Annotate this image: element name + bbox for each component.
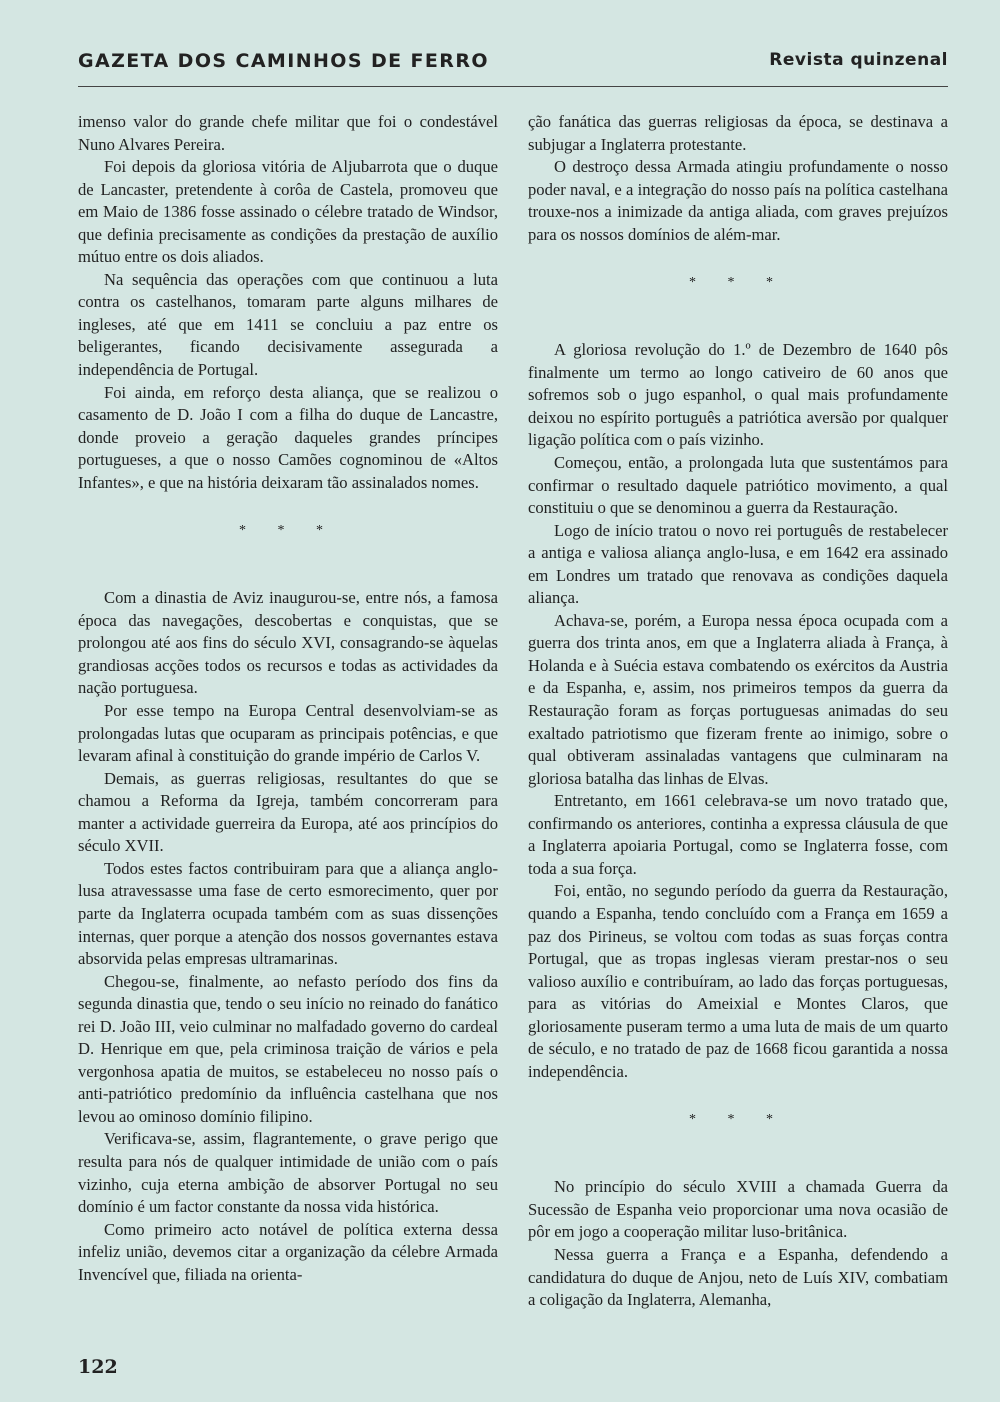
paragraph: Entretanto, em 1661 celebrava-se um novo tratado que, confirmando os anteriores, continha a expressa cláusula de que a Inglaterra apoiaria Portugal, como se Inglaterra fosse, com toda a sua força.	[528, 791, 948, 878]
paragraph: Foi ainda, em reforço desta aliança, que se realizou o casamento de D. João I com a filha do duque de Lancastre, donde proveio a geração daqueles grandes príncipes portugueses, a que o nosso Camões cognominou de «Altos Infantes», e que na história deixaram tão assinalados nomes.	[78, 382, 498, 492]
left-column	[78, 111, 498, 1286]
journal-frequency: Revista quinzenal	[769, 50, 948, 70]
paragraph: Foi depois da gloriosa vitória de Aljubarrota que o duque de Lancaster, pretendente à corôa de Castela, promoveu que em Maio de 1386 fosse assinado o célebre tratado de Windsor, que definia precisamente as condições da prestação de auxílio mútuo entre os dois aliados.	[78, 157, 498, 267]
paragraph: Foi, então, no segundo período da guerra da Restauração, quando a Espanha, tendo concluído com a França em 1659 a paz dos Pirineus, se voltou com todas as suas forças contra Portugal, que as tropas inglesas vieram prestar-nos o seu valioso auxílio e contribuíram, ao lado das forças portuguesas, para as vitórias do Ameixial e Montes Claros, que gloriosamente puseram termo a uma luta de mais de um quarto de século, e no tratado de paz de 1668 ficou garantida a nossa independência.	[528, 881, 948, 1081]
paragraph: O destroço dessa Armada atingiu profundamente o nosso poder naval, e a integração do nosso país na política castelhana trouxe-nos a inimizade da antiga aliada, com graves prejuízos para os nossos domínios de além-mar.	[528, 157, 948, 244]
paragraph: Na sequência das operações com que continuou a luta contra os castelhanos, tomaram parte alguns milhares de ingleses, até que em 1411 se concluiu a paz entre os beligerantes, ficando decisivamente assegurada a independência de Portugal.	[78, 269, 498, 380]
paragraph: Começou, então, a prolongada luta que sustentámos para confirmar o resultado daquele patriótico movimento, a qual constituiu o que se denominou a guerra da Restauração.	[528, 453, 948, 518]
section-separator: * * *	[689, 275, 787, 291]
paragraph: imenso valor do grande chefe militar que foi o condestável Nuno Alvares Pereira.	[78, 112, 498, 154]
section-separator: * * *	[689, 1112, 787, 1128]
paragraph: Com a dinastia de Aviz inaugurou-se, entre nós, a famosa época das navegações, descobertas e conquistas, que se prolongou até aos fins do século XVI, consagrando-se àquelas grandiosas acções todos os recursos e todas as actividades da nação portuguesa.	[78, 588, 498, 698]
right-column	[528, 111, 948, 1312]
page-number: 122	[78, 1356, 118, 1378]
paragraph: Logo de início tratou o novo rei português de restabelecer a antiga e valiosa aliança anglo-lusa, e em 1642 era assinado em Londres um tratado que renovava as condições daquela aliança.	[528, 520, 948, 608]
journal-title: GAZETA DOS CAMINHOS DE FERRO	[78, 50, 489, 72]
paragraph: A gloriosa revolução do 1.º de Dezembro de 1640 pôs finalmente um termo ao longo cativeiro de 60 anos que sofremos sob o jugo espanhol, o qual mais profundamente deixou no espírito português a patriótica aversão por qualquer ligação política com o país vizinho.	[528, 340, 948, 450]
paragraph: Chegou-se, finalmente, ao nefasto período dos fins da segunda dinastia que, tendo o seu início no reinado do fanático rei D. João III, veio culminar no malfadado governo do cardeal D. Henrique em que, pela criminosa traição de vários e pela vergonhosa apatia de muitos, se estabeleceu no nosso país o anti-patriótico predomínio da influência castelhana que nos levou ao ominoso domínio filipino.	[78, 971, 498, 1126]
paragraph: Como primeiro acto notável de política externa dessa infeliz união, devemos citar a organização da célebre Armada Invencível que, filiada na orienta-	[78, 1219, 498, 1284]
paragraph: Todos estes factos contribuiram para que a aliança anglo-lusa atravessasse uma fase de certo esmorecimento, quer por parte da Inglaterra ocupada também com as suas dissenções internas, quer porque a atenção dos nossos governantes estava absorvida pelas empresas ultramarinas.	[78, 858, 498, 969]
paragraph: No princípio do século XVIII a chamada Guerra da Sucessão de Espanha veio proporcionar uma nova ocasião de pôr em jogo a cooperação militar luso-britânica.	[528, 1177, 948, 1242]
paragraph: Achava-se, porém, a Europa nessa época ocupada com a guerra dos trinta anos, em que a Inglaterra aliada à França, à Holanda e à Suécia estava combatendo os exércitos da Austria e da Espanha, e, assim, nos primeiros tempos da guerra da Restauração foram as forças portuguesas animadas do seu exaltado patriotismo que fizeram frente ao inimigo, sobre o qual obtiveram assinaladas vantagens que culminaram na gloriosa batalha das linhas de Elvas.	[528, 610, 948, 788]
paragraph: ção fanática das guerras religiosas da época, se destinava a subjugar a Inglaterra protestante.	[528, 112, 948, 154]
header-rule	[78, 86, 948, 87]
running-header	[78, 50, 948, 84]
paragraph: Nessa guerra a França e a Espanha, defendendo a candidatura do duque de Anjou, neto de Luís XIV, combatiam a coligação da Inglaterra, Alemanha,	[528, 1244, 948, 1310]
paragraph: Verificava-se, assim, flagrantemente, o grave perigo que resulta para nós de qualquer intimidade de união com o país vizinho, cuja eterna ambição de absorver Portugal no seu domínio é um factor constante da nossa vida histórica.	[78, 1129, 498, 1217]
paragraph: Por esse tempo na Europa Central desenvolviam-se as prolongadas lutas que ocuparam as principais potências, e que levaram afinal à constituição do grande império de Carlos V.	[78, 701, 498, 766]
paragraph: Demais, as guerras religiosas, resultantes do que se chamou a Reforma da Igreja, também concorreram para manter a actividade guerreira da Europa, até aos princípios do século XVII.	[78, 768, 498, 856]
section-separator: * * *	[239, 523, 337, 539]
